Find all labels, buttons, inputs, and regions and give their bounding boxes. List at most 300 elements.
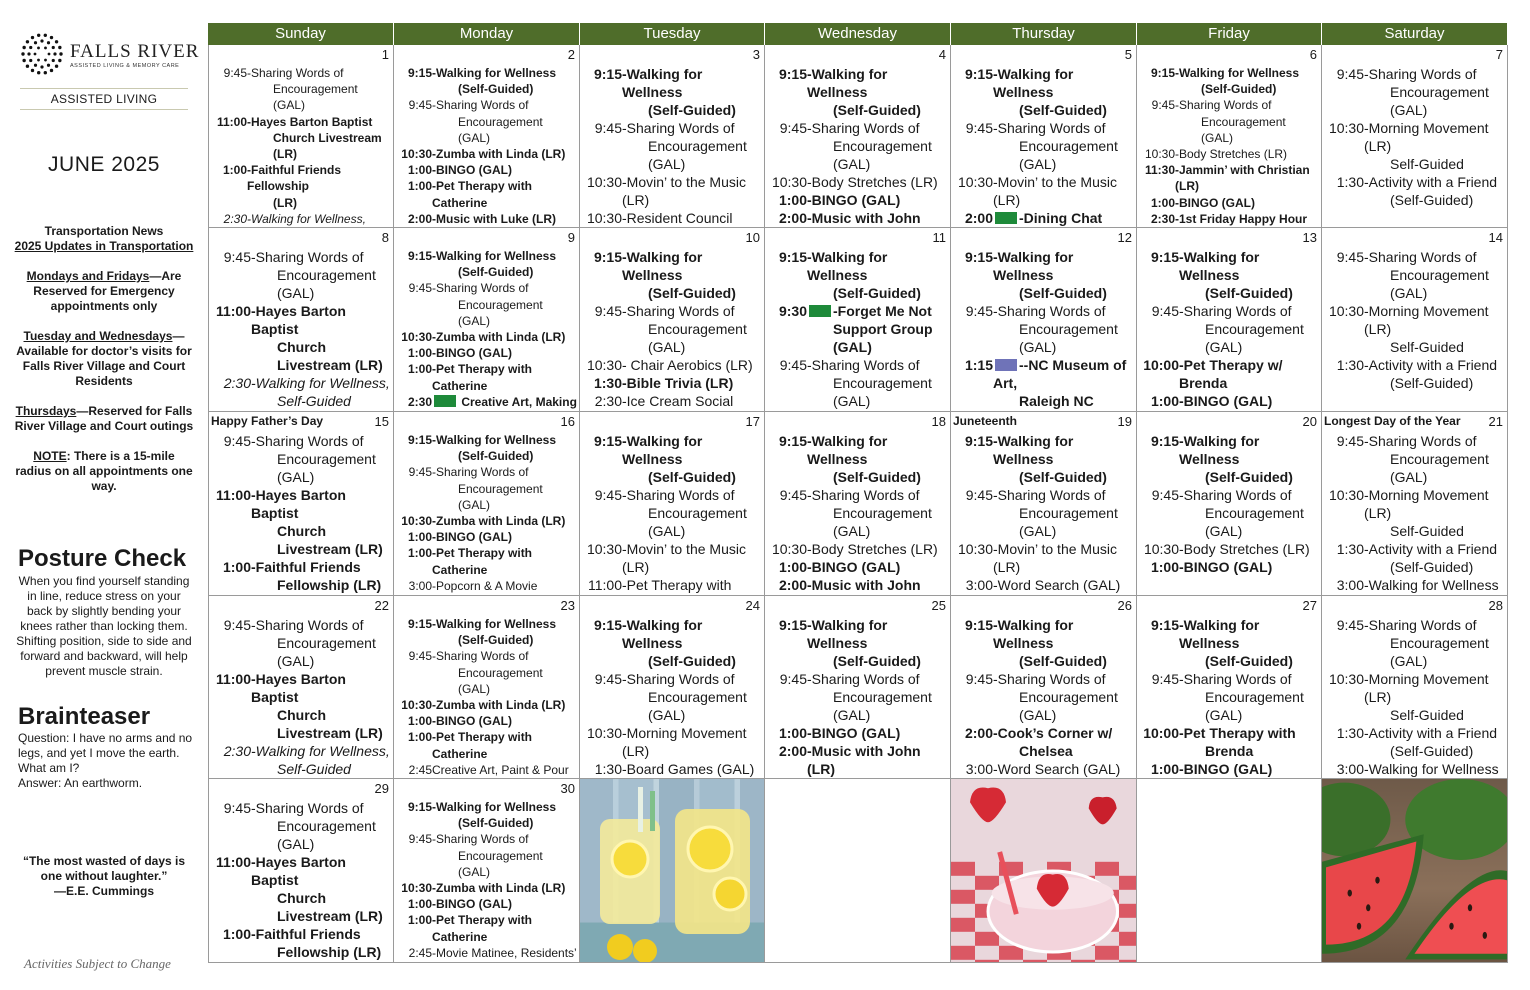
event-time: 9:15 bbox=[1150, 249, 1179, 265]
event-title: -Dining Chat bbox=[1019, 210, 1103, 226]
event-item bbox=[582, 65, 762, 119]
event-list bbox=[211, 616, 391, 778]
event-time: 10:30 bbox=[957, 174, 993, 190]
event-list bbox=[1324, 65, 1505, 209]
event-title: -Walking for Wellness bbox=[622, 66, 703, 100]
event-description bbox=[807, 65, 948, 119]
event-item bbox=[1324, 356, 1505, 392]
event-title: -Faithful Friends bbox=[251, 926, 361, 942]
event-description bbox=[251, 961, 391, 963]
day-number: 30 bbox=[560, 781, 575, 796]
event-title-continued: (Self-Guided) bbox=[1019, 653, 1107, 669]
event-title: -Zumba with Linda (LR) bbox=[432, 514, 566, 529]
event-title: -Sharing Words of bbox=[1179, 487, 1292, 503]
event-title: -Sharing Words of bbox=[1364, 66, 1477, 82]
event-list bbox=[767, 432, 948, 596]
event-description bbox=[807, 616, 948, 670]
event-title: -Walking for Wellness bbox=[993, 433, 1074, 467]
event-description bbox=[432, 280, 577, 329]
event-title: -Morning Movement (LR) bbox=[1364, 671, 1489, 705]
event-description bbox=[247, 162, 391, 211]
event-list bbox=[396, 65, 577, 228]
event-description bbox=[251, 302, 391, 374]
event-time: 1:00 bbox=[1150, 559, 1179, 575]
strawberry-smoothie-illustration bbox=[951, 779, 1136, 963]
event-item bbox=[396, 513, 577, 529]
event-time: 1:00 bbox=[407, 163, 432, 178]
news-item: NOTE: There is a 15-mile radius on all appointments one way. bbox=[15, 449, 193, 493]
event-item bbox=[396, 896, 577, 912]
event-item bbox=[1324, 173, 1505, 209]
event-title: -Hayes Barton Baptist bbox=[251, 854, 346, 888]
event-description bbox=[432, 912, 577, 944]
event-time: 3:00 bbox=[408, 578, 432, 593]
event-description bbox=[622, 119, 762, 173]
event-title-continued: (LR) bbox=[273, 195, 297, 210]
event-item bbox=[953, 209, 1134, 228]
day-number: 4 bbox=[938, 47, 946, 62]
logo-tagline: ASSISTED LIVING & MEMORY CARE bbox=[70, 63, 180, 69]
day-number: 1 bbox=[381, 47, 389, 62]
event-time: 9:45 bbox=[1151, 98, 1175, 113]
event-time: 10:30 bbox=[586, 725, 622, 741]
event-title: -Sharing Words of bbox=[251, 617, 364, 633]
event-item bbox=[396, 713, 577, 729]
event-time: 10:00 bbox=[1143, 357, 1179, 373]
event-title-continued: (Self-Guided) bbox=[1390, 375, 1474, 391]
event-description bbox=[807, 576, 948, 596]
event-title: -Walking for Wellness, bbox=[247, 211, 366, 226]
event-title: -Zumba with Linda (LR) bbox=[432, 698, 566, 713]
day-number: 24 bbox=[745, 598, 760, 613]
event-description bbox=[807, 540, 948, 558]
event-item bbox=[211, 925, 391, 961]
event-title: -Activity with a Friend bbox=[1364, 541, 1498, 557]
event-time: 10:30 bbox=[771, 541, 807, 557]
day-cell bbox=[208, 596, 394, 779]
event-title-continued: (Self-Guided) bbox=[1390, 559, 1474, 575]
event-time: 9:15 bbox=[778, 617, 807, 633]
event-title-continued: Church Livestream (LR) bbox=[277, 339, 383, 373]
event-time: 9:45 bbox=[594, 671, 622, 687]
event-item bbox=[396, 912, 577, 944]
event-time: 9:45 bbox=[965, 671, 993, 687]
event-description bbox=[251, 799, 391, 853]
event-description bbox=[432, 211, 577, 227]
event-title-continued: Self-Guided bbox=[1390, 707, 1464, 723]
event-item bbox=[211, 486, 391, 558]
event-item bbox=[767, 558, 948, 576]
event-title-continued: Encouragement (GAL) bbox=[1201, 114, 1286, 145]
event-title-continued: Encouragement (GAL) bbox=[458, 481, 543, 512]
event-title: -Hayes Barton Baptist bbox=[251, 671, 346, 705]
event-item bbox=[396, 529, 577, 545]
event-title-continued: Church Livestream (LR) bbox=[277, 890, 383, 924]
event-title-continued: Encouragement (GAL) bbox=[1019, 321, 1118, 355]
day-cell bbox=[394, 45, 580, 228]
event-list bbox=[1324, 248, 1505, 392]
event-title-continued: (Self-Guided) bbox=[458, 816, 534, 831]
event-title-continued: Encouragement (GAL) bbox=[833, 689, 932, 723]
event-title: -1st Friday Happy Hour bbox=[1175, 211, 1308, 226]
posture-title: Posture Check bbox=[18, 545, 187, 572]
event-title: -Music with John (LR) bbox=[807, 743, 921, 777]
event-description bbox=[622, 670, 762, 724]
event-time: 1:00 bbox=[407, 730, 432, 745]
event-item bbox=[1139, 146, 1319, 162]
event-item bbox=[396, 146, 577, 162]
event-item bbox=[1139, 162, 1319, 194]
event-time: 9:15 bbox=[593, 433, 622, 449]
event-list bbox=[1139, 65, 1319, 228]
day-cell bbox=[765, 596, 951, 779]
day-number: 3 bbox=[752, 47, 760, 62]
event-list bbox=[396, 799, 577, 963]
event-item bbox=[211, 616, 391, 670]
weekday-header: Tuesday bbox=[580, 23, 765, 45]
event-title: -Ice Cream Social bbox=[622, 393, 734, 409]
event-title: -BINGO (GAL) bbox=[1179, 761, 1273, 777]
event-time: 9:45 bbox=[779, 357, 807, 373]
event-description bbox=[432, 799, 577, 831]
event-description bbox=[1364, 173, 1505, 209]
event-item bbox=[1324, 576, 1505, 596]
day-cell bbox=[580, 412, 765, 596]
calendar-grid bbox=[208, 23, 1508, 964]
event-description bbox=[432, 432, 577, 464]
event-title: -BINGO (GAL) bbox=[1179, 393, 1273, 409]
event-description bbox=[432, 729, 577, 761]
event-description bbox=[432, 648, 577, 697]
event-description bbox=[1364, 432, 1505, 486]
event-title: -Morning Movement (LR) bbox=[1364, 487, 1489, 521]
outing-bus-icon bbox=[809, 305, 831, 317]
event-item bbox=[211, 670, 391, 742]
event-title: -Pet Therapy with Catherine bbox=[432, 362, 533, 393]
event-description bbox=[1364, 724, 1505, 760]
event-list bbox=[767, 616, 948, 778]
event-title: -Sharing Words of bbox=[247, 66, 344, 80]
event-time: 2:45 bbox=[408, 945, 432, 960]
event-list bbox=[953, 616, 1134, 778]
event-time: 1:00 bbox=[778, 559, 807, 575]
event-title-continued: Church Livestream (LR) bbox=[273, 130, 382, 162]
event-title-continued: Encouragement (GAL) bbox=[458, 848, 543, 879]
event-description bbox=[993, 616, 1134, 670]
event-description bbox=[432, 464, 577, 513]
event-description bbox=[807, 742, 948, 778]
event-title: -Walking for Wellness bbox=[432, 617, 557, 631]
event-item bbox=[767, 670, 948, 724]
event-time: 9:45 bbox=[223, 800, 251, 816]
day-cell bbox=[951, 45, 1137, 228]
event-list bbox=[582, 65, 762, 228]
event-description bbox=[432, 345, 577, 361]
event-title: -Movin’ to the Music (LR) bbox=[622, 174, 746, 208]
event-time: 9:30 bbox=[778, 303, 807, 319]
event-description bbox=[251, 486, 391, 558]
event-title-continued: (Self-Guided) bbox=[648, 102, 736, 118]
event-description bbox=[1364, 540, 1505, 576]
event-description bbox=[1175, 211, 1319, 228]
event-list bbox=[1324, 616, 1505, 779]
weekday-header: Thursday bbox=[951, 23, 1137, 45]
event-description bbox=[1175, 162, 1319, 194]
event-title-continued: Brenda bbox=[1205, 743, 1254, 759]
day-number: 26 bbox=[1117, 598, 1132, 613]
event-time: 9:45 bbox=[223, 617, 251, 633]
event-time: 2:45 bbox=[408, 762, 432, 777]
event-time: 1:00 bbox=[778, 192, 807, 208]
event-time: 10:30 bbox=[586, 210, 622, 226]
event-title: -Sharing Words of bbox=[807, 120, 920, 136]
event-time: 10:30 bbox=[957, 541, 993, 557]
event-time: 1:15 bbox=[964, 357, 993, 373]
event-title: -Sharing Words of bbox=[807, 357, 920, 373]
event-title: -Walking for Wellness bbox=[993, 617, 1074, 651]
event-time: 9:15 bbox=[593, 249, 622, 265]
event-title: -Pet Therapy w/ Brenda bbox=[1179, 357, 1283, 391]
event-description bbox=[1179, 248, 1319, 302]
event-item bbox=[1139, 616, 1319, 670]
event-description bbox=[622, 760, 762, 778]
event-description bbox=[251, 925, 391, 961]
event-title: -Sharing Words of bbox=[1364, 249, 1477, 265]
day-cell bbox=[1322, 412, 1508, 596]
section-label: ASSISTED LIVING bbox=[20, 88, 188, 110]
event-title: -Hayes Barton Baptist bbox=[251, 487, 346, 521]
event-time: 1:00 bbox=[407, 714, 432, 729]
day-cell bbox=[1137, 596, 1322, 779]
event-description bbox=[432, 248, 577, 280]
event-item bbox=[211, 432, 391, 486]
event-item bbox=[1324, 670, 1505, 724]
event-item bbox=[211, 162, 391, 211]
event-title: -Music with John bbox=[807, 210, 921, 226]
event-item bbox=[1139, 392, 1319, 410]
event-title-continued: Chelsea bbox=[1019, 743, 1073, 759]
event-description bbox=[432, 578, 577, 596]
event-title-continued: Encouragement (GAL) bbox=[277, 818, 376, 852]
event-list bbox=[396, 432, 577, 596]
event-title-continued: Encouragement (GAL) bbox=[277, 267, 376, 301]
event-item bbox=[767, 486, 948, 540]
event-title: -Morning Movement (LR) bbox=[1364, 303, 1489, 337]
event-title-continued: (Self-Guided) bbox=[458, 265, 534, 280]
event-description bbox=[1175, 65, 1319, 97]
event-item bbox=[211, 211, 391, 228]
event-title: -Walking for Wellness bbox=[622, 617, 703, 651]
day-cell bbox=[208, 45, 394, 228]
event-item bbox=[396, 578, 577, 596]
event-item bbox=[582, 616, 762, 670]
event-description bbox=[1179, 432, 1319, 486]
day-cell bbox=[394, 596, 580, 779]
event-description bbox=[622, 173, 762, 209]
brainteaser-answer: Answer: An earthworm. bbox=[18, 776, 143, 790]
event-description bbox=[622, 432, 762, 486]
event-item bbox=[1139, 432, 1319, 486]
event-description bbox=[993, 173, 1134, 209]
event-item bbox=[582, 670, 762, 724]
event-time: 9:45 bbox=[1336, 433, 1364, 449]
event-time: 9:45 bbox=[1336, 617, 1364, 633]
event-description bbox=[993, 760, 1134, 778]
event-title: -Pet Therapy with Catherine bbox=[432, 179, 533, 210]
event-title-continued: Self-Guided bbox=[1390, 339, 1464, 355]
event-title: -Sharing Words of bbox=[622, 303, 735, 319]
event-description bbox=[251, 248, 391, 302]
event-time: 1:00 bbox=[1150, 393, 1179, 409]
event-time: 9:45 bbox=[965, 120, 993, 136]
event-item bbox=[953, 173, 1134, 209]
event-title: -Walking for Wellness bbox=[807, 249, 888, 283]
event-title: -Sharing Words of bbox=[1175, 98, 1272, 113]
event-title: -Sharing Words of bbox=[993, 303, 1106, 319]
event-description bbox=[622, 576, 762, 596]
event-title-continued: (Self-Guided) bbox=[648, 653, 736, 669]
empty-cell bbox=[765, 779, 951, 963]
event-title: -Body Stretches (LR) bbox=[1179, 541, 1310, 557]
event-item bbox=[582, 392, 762, 412]
event-time: 10:30 bbox=[1143, 541, 1179, 557]
event-title: -Hayes Barton Baptist bbox=[251, 303, 346, 337]
event-list bbox=[953, 432, 1134, 596]
event-time: 9:45 bbox=[594, 487, 622, 503]
event-time: 9:15 bbox=[407, 617, 432, 631]
day-cell bbox=[765, 45, 951, 228]
event-title: -Sharing Words of bbox=[251, 433, 364, 449]
event-title: -Body Stretches (LR) bbox=[807, 174, 938, 190]
event-title-continued: Church Livestream (LR) bbox=[277, 523, 383, 557]
event-title: -Sharing Words of bbox=[622, 120, 735, 136]
event-item bbox=[211, 302, 391, 374]
event-title: -Movie Matinee, Residents’ bbox=[432, 945, 577, 960]
event-time: 1:00 bbox=[222, 559, 251, 575]
event-item bbox=[953, 119, 1134, 173]
event-description bbox=[622, 356, 762, 374]
event-item bbox=[396, 762, 577, 779]
event-time: 2:00 bbox=[964, 725, 993, 741]
event-title-continued: (Self-Guided) bbox=[1019, 102, 1107, 118]
event-title: -Forget Me Not bbox=[833, 303, 932, 319]
event-item bbox=[396, 178, 577, 210]
event-title: Creative Art, Making bbox=[458, 394, 577, 409]
event-item bbox=[1139, 65, 1319, 97]
event-description bbox=[807, 119, 948, 173]
event-title: -Sharing Words of bbox=[432, 281, 529, 296]
event-time: 10:30 bbox=[1328, 303, 1364, 319]
event-description bbox=[432, 762, 577, 779]
event-time: 9:15 bbox=[407, 66, 432, 80]
event-time: 9:45 bbox=[408, 832, 432, 847]
event-list bbox=[1139, 616, 1319, 778]
event-title: -Body Stretches (LR) bbox=[1175, 147, 1288, 162]
event-title: -Sharing Words of bbox=[251, 249, 364, 265]
event-description bbox=[807, 356, 948, 410]
event-item bbox=[953, 540, 1134, 576]
day-cell bbox=[394, 412, 580, 596]
event-list bbox=[396, 248, 577, 412]
event-item bbox=[211, 961, 391, 963]
event-description bbox=[251, 616, 391, 670]
logo-name: FALLS RIVER bbox=[70, 41, 200, 62]
event-title: -Sharing Words of bbox=[622, 671, 735, 687]
event-title-continued: Encouragement (GAL) bbox=[277, 451, 376, 485]
event-time: 2:30 bbox=[223, 375, 251, 391]
event-title-continued: (Self-Guided) bbox=[1205, 469, 1293, 485]
event-description bbox=[432, 65, 577, 97]
event-item bbox=[767, 302, 948, 356]
event-description bbox=[432, 178, 577, 210]
event-time: 1:00 bbox=[1150, 761, 1179, 777]
event-item bbox=[1139, 97, 1319, 146]
event-item bbox=[1139, 540, 1319, 558]
event-title-continued: (Self-Guided) bbox=[1019, 285, 1107, 301]
event-time: 10:30 bbox=[1144, 147, 1175, 162]
event-time: 9:15 bbox=[778, 433, 807, 449]
event-title: -Pet Therapy with Catherine bbox=[432, 913, 533, 944]
event-item bbox=[582, 724, 762, 760]
event-list bbox=[396, 616, 577, 779]
event-description bbox=[1364, 760, 1505, 779]
day-number: 9 bbox=[567, 230, 575, 245]
event-description bbox=[251, 670, 391, 742]
quote-author: —E.E. Cummings bbox=[53, 884, 154, 898]
event-title-continued: Encouragement (GAL) bbox=[458, 297, 543, 328]
brainteaser-title: Brainteaser bbox=[18, 703, 151, 730]
event-description bbox=[1364, 356, 1505, 392]
quote bbox=[14, 854, 194, 899]
event-title-continued: Encouragement (GAL) bbox=[1205, 689, 1304, 723]
event-description bbox=[432, 896, 577, 912]
event-title-continued: Encouragement (GAL) bbox=[1390, 267, 1489, 301]
weekday-header: Saturday bbox=[1322, 23, 1508, 45]
event-item bbox=[582, 576, 762, 596]
event-title-continued: Encouragement (GAL) bbox=[1019, 505, 1118, 539]
day-cell bbox=[1322, 596, 1508, 779]
event-time: 10:30 bbox=[1328, 120, 1364, 136]
event-item bbox=[1324, 540, 1505, 576]
day-cell bbox=[951, 412, 1137, 596]
event-item bbox=[211, 742, 391, 778]
event-title: -Walking for Wellness bbox=[1179, 249, 1260, 283]
event-item bbox=[1324, 65, 1505, 119]
event-item bbox=[953, 432, 1134, 486]
event-time: 1:00 bbox=[407, 897, 432, 912]
day-number: 14 bbox=[1488, 230, 1503, 245]
event-description bbox=[1179, 724, 1319, 760]
event-title-continued: Self-Guided bbox=[1390, 156, 1464, 172]
event-title: -Walking for Wellness bbox=[807, 617, 888, 651]
event-title: -Board Games (GAL) bbox=[622, 761, 755, 777]
event-title: -BINGO (GAL) bbox=[432, 897, 512, 912]
event-item bbox=[767, 576, 948, 596]
event-item bbox=[1139, 195, 1319, 211]
event-time: 9:45 bbox=[965, 303, 993, 319]
day-number: 13 bbox=[1302, 230, 1317, 245]
day-cell bbox=[394, 779, 580, 963]
event-time: 10:30 bbox=[1328, 671, 1364, 687]
event-title: -Sharing Words of bbox=[807, 487, 920, 503]
event-time: 9:45 bbox=[1336, 66, 1364, 82]
day-cell bbox=[580, 45, 765, 228]
event-time: 11:00 bbox=[215, 854, 251, 870]
event-item bbox=[1324, 432, 1505, 486]
day-number: 23 bbox=[560, 598, 575, 613]
event-title-continued: Self-Guided bbox=[277, 761, 351, 777]
event-title: -Sharing Words of bbox=[993, 120, 1106, 136]
